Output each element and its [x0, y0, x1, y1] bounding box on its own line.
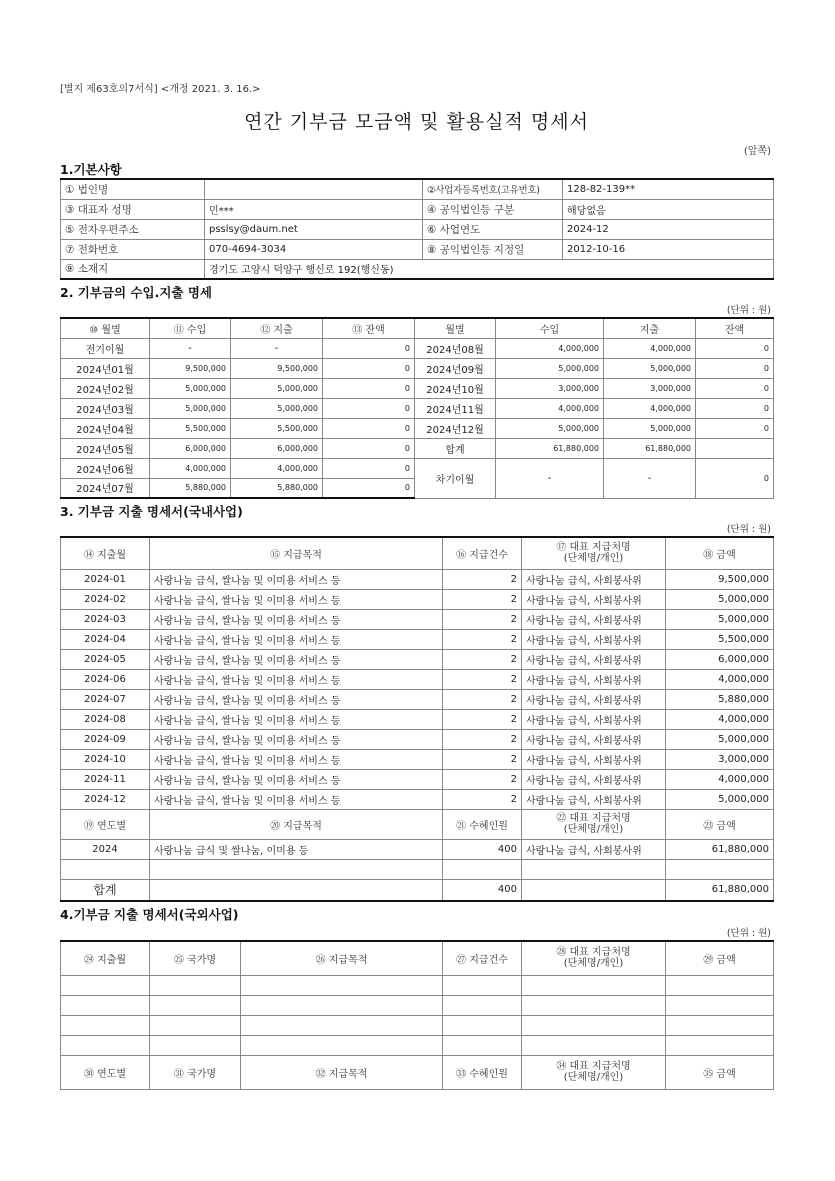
count-cell: 2: [443, 789, 522, 809]
purpose-cell: 사랑나눔 급식, 쌀나눔 및 이미용 서비스 등: [150, 569, 443, 589]
total-expense: 61,880,000: [604, 438, 696, 458]
purpose-cell: 사랑나눔 급식, 쌀나눔 및 이미용 서비스 등: [150, 749, 443, 769]
rep-label: ③ 대표자 성명: [61, 199, 205, 219]
col-expense: ⑫ 지출: [231, 318, 323, 338]
col-exp-recipient: [522, 537, 666, 569]
table-row: [61, 418, 774, 438]
address-label: ⑨ 소재지: [61, 259, 205, 279]
purpose-cell: 사랑나눔 급식, 쌀나눔 및 이미용 서비스 등: [150, 689, 443, 709]
month-cell: 2024년01월: [61, 358, 150, 378]
month-cell: 2024-03: [61, 609, 150, 629]
income-cell: 4,000,000: [496, 338, 604, 358]
month-cell: 2024년07월: [61, 478, 150, 498]
amount-cell: 4,000,000: [666, 669, 774, 689]
col-income-2: 수입: [496, 318, 604, 338]
purpose-cell: 사랑나눔 급식, 쌀나눔 및 이미용 서비스 등: [150, 649, 443, 669]
email-label: ⑤ 전자우편주소: [61, 219, 205, 239]
recipient-cell: 사랑나눔 급식, 사회봉사위: [522, 749, 666, 769]
amount-cell: 5,000,000: [666, 789, 774, 809]
table-row: [61, 378, 774, 398]
recipient-cell: 사랑나눔 급식, 사회봉사위: [522, 609, 666, 629]
purpose-cell: 사랑나눔 급식, 쌀나눔 및 이미용 서비스 등: [150, 589, 443, 609]
col-month: ⑩ 월별: [61, 318, 150, 338]
col-year-recipient: [522, 809, 666, 839]
recipient-header-line1: ㉞ 대표 지급처명: [556, 1061, 631, 1072]
designated-label: ⑧ 공익법인등 지정일: [423, 239, 563, 259]
purpose-cell: 사랑나눔 급식, 쌀나눔 및 이미용 서비스 등: [150, 629, 443, 649]
table-row: [61, 398, 774, 418]
balance-cell: 0: [323, 398, 415, 418]
balance-cell: 0: [696, 418, 774, 438]
month-cell: 2024-04: [61, 629, 150, 649]
biz-year-label: ⑥ 사업연도: [423, 219, 563, 239]
income-cell: 5,500,000: [150, 418, 231, 438]
purpose-cell: 사랑나눔 급식, 쌀나눔 및 이미용 서비스 등: [150, 669, 443, 689]
recipient-header-line1: ㉒ 대표 지급처명: [556, 813, 631, 824]
table-row: [61, 749, 774, 769]
balance-cell: 0: [323, 478, 415, 498]
amount-cell: 4,000,000: [666, 769, 774, 789]
phone-value: 070-4694-3034: [205, 239, 423, 259]
expense-cell: 5,880,000: [231, 478, 323, 498]
income-cell: 3,000,000: [496, 378, 604, 398]
table-row: [61, 995, 774, 1015]
income-cell: 4,000,000: [150, 458, 231, 478]
recipient-cell: 사랑나눔 급식, 사회봉사위: [522, 589, 666, 609]
table-row: [61, 689, 774, 709]
table-row: [61, 669, 774, 689]
balance-cell: 0: [696, 358, 774, 378]
table-row: [61, 729, 774, 749]
amount-cell: 5,880,000: [666, 689, 774, 709]
beneficiaries-cell: 400: [443, 839, 522, 859]
income-cell: 6,000,000: [150, 438, 231, 458]
table-row: [61, 569, 774, 589]
table-row: [61, 629, 774, 649]
recipient-cell: 사랑나눔 급식, 사회봉사위: [522, 709, 666, 729]
carry-forward-balance: 0: [696, 458, 774, 498]
purpose-cell: 사랑나눔 급식, 쌀나눔 및 이미용 서비스 등: [150, 729, 443, 749]
amount-cell: 9,500,000: [666, 569, 774, 589]
month-cell: 2024년09월: [415, 358, 496, 378]
col-exp-amount: ⑱ 금액: [666, 537, 774, 569]
month-cell: 2024년02월: [61, 378, 150, 398]
count-cell: 2: [443, 669, 522, 689]
table-row: [61, 609, 774, 629]
section1-title: 1.기본사항: [60, 162, 122, 177]
expense-cell: 4,000,000: [231, 458, 323, 478]
col-ov-year-country: ㉛ 국가명: [150, 1055, 241, 1089]
income-cell: 5,000,000: [150, 398, 231, 418]
total-empty: [522, 879, 666, 901]
income-cell: 9,500,000: [150, 358, 231, 378]
recipient-header-line2: (단체명/개인): [563, 553, 624, 565]
month-cell: 2024-01: [61, 569, 150, 589]
recipient-cell: 사랑나눔 급식, 사회봉사위: [522, 769, 666, 789]
expense-cell: 9,500,000: [231, 358, 323, 378]
col-balance-2: 잔액: [696, 318, 774, 338]
balance-cell: 0: [323, 378, 415, 398]
expense-cell: -: [231, 338, 323, 358]
section4-title: 4.기부금 지출 명세서(국외사업): [60, 907, 239, 922]
table-row: [61, 839, 774, 859]
col-ov-purpose: ㉖ 지급목적: [241, 941, 443, 975]
recipient-cell: 사랑나눔 급식, 사회봉사위: [522, 789, 666, 809]
expense-cell: 5,000,000: [231, 378, 323, 398]
table-row: [61, 589, 774, 609]
recipient-cell: 사랑나눔 급식, 사회봉사위: [522, 689, 666, 709]
col-exp-purpose: ⑮ 지급목적: [150, 537, 443, 569]
table-row: [61, 1015, 774, 1035]
month-cell: 2024-07: [61, 689, 150, 709]
purpose-cell: 사랑나눔 급식, 쌀나눔 및 이미용 서비스 등: [150, 789, 443, 809]
total-label: 합계: [415, 438, 496, 458]
total-income: 61,880,000: [496, 438, 604, 458]
count-cell: 2: [443, 609, 522, 629]
income-cell: 5,000,000: [150, 378, 231, 398]
rep-value: 민***: [205, 199, 423, 219]
count-cell: 2: [443, 709, 522, 729]
recipient-cell: 사랑나눔 급식, 사회봉사위: [522, 629, 666, 649]
carry-forward-income: -: [496, 458, 604, 498]
carry-forward-expense: -: [604, 458, 696, 498]
count-cell: 2: [443, 689, 522, 709]
expense-cell: 6,000,000: [231, 438, 323, 458]
overseas-expense-table: [60, 940, 774, 1090]
corp-name-label: ① 법인명: [61, 179, 205, 199]
month-cell: 2024년03월: [61, 398, 150, 418]
col-ov-amount: ㉙ 금액: [666, 941, 774, 975]
purpose-cell: 사랑나눔 급식, 쌀나눔 및 이미용 서비스 등: [150, 769, 443, 789]
table-row: [61, 789, 774, 809]
year-recipient-cell: 사랑나눔 급식, 사회봉사위: [522, 839, 666, 859]
income-cell: -: [150, 338, 231, 358]
month-cell: 2024-09: [61, 729, 150, 749]
amount-cell: 5,000,000: [666, 589, 774, 609]
month-cell: 2024년08월: [415, 338, 496, 358]
expense-cell: 5,000,000: [231, 398, 323, 418]
col-exp-count: ⑯ 지급건수: [443, 537, 522, 569]
year-amount-cell: 61,880,000: [666, 839, 774, 859]
balance-cell: 0: [696, 338, 774, 358]
table-row: [61, 769, 774, 789]
month-cell: 2024-10: [61, 749, 150, 769]
total-label: 합계: [61, 879, 150, 901]
month-cell: 2024년11월: [415, 398, 496, 418]
month-cell: 2024년10월: [415, 378, 496, 398]
income-cell: 5,880,000: [150, 478, 231, 498]
count-cell: 2: [443, 629, 522, 649]
count-cell: 2: [443, 569, 522, 589]
expense-cell: 4,000,000: [604, 398, 696, 418]
expense-cell: 5,000,000: [604, 358, 696, 378]
balance-cell: 0: [696, 378, 774, 398]
purpose-cell: 사랑나눔 급식, 쌀나눔 및 이미용 서비스 등: [150, 609, 443, 629]
domestic-expense-table: [60, 536, 774, 902]
month-cell: 2024-08: [61, 709, 150, 729]
recipient-cell: 사랑나눔 급식, 사회봉사위: [522, 569, 666, 589]
table-row: [61, 859, 774, 879]
amount-cell: 5,000,000: [666, 729, 774, 749]
table-row: [61, 338, 774, 358]
table-row: [61, 649, 774, 669]
month-cell: 2024년05월: [61, 438, 150, 458]
purpose-cell: 사랑나눔 급식, 쌀나눔 및 이미용 서비스 등: [150, 709, 443, 729]
col-beneficiaries: ㉑ 수혜인원: [443, 809, 522, 839]
col-ov-month: ㉔ 지출월: [61, 941, 150, 975]
table-row: [61, 709, 774, 729]
col-ov-year: ㉚ 연도별: [61, 1055, 150, 1089]
month-cell: 2024년12월: [415, 418, 496, 438]
month-cell: 2024-11: [61, 769, 150, 789]
table-row: [61, 358, 774, 378]
corp-name-value: [205, 179, 423, 199]
table-row: [61, 975, 774, 995]
count-cell: 2: [443, 749, 522, 769]
month-cell: 전기이월: [61, 338, 150, 358]
col-ov-beneficiaries: ㉝ 수혜인원: [443, 1055, 522, 1089]
balance-cell: 0: [323, 438, 415, 458]
month-cell: 2024-12: [61, 789, 150, 809]
month-cell: 2024-06: [61, 669, 150, 689]
recipient-cell: 사랑나눔 급식, 사회봉사위: [522, 669, 666, 689]
month-cell: 2024-05: [61, 649, 150, 669]
biz-year-value: 2024-12: [563, 219, 774, 239]
col-ov-year-amount: ㉟ 금액: [666, 1055, 774, 1089]
col-balance: ⑬ 잔액: [323, 318, 415, 338]
month-cell: 2024년04월: [61, 418, 150, 438]
col-ov-count: ㉗ 지급건수: [443, 941, 522, 975]
count-cell: 2: [443, 729, 522, 749]
table-row: [61, 1035, 774, 1055]
balance-cell: 0: [323, 418, 415, 438]
expense-cell: 5,500,000: [231, 418, 323, 438]
month-cell: 2024-02: [61, 589, 150, 609]
recipient-cell: 사랑나눔 급식, 사회봉사위: [522, 649, 666, 669]
col-ov-country: ㉕ 국가명: [150, 941, 241, 975]
col-year-amount: ㉓ 금액: [666, 809, 774, 839]
public-type-value: 해당없음: [563, 199, 774, 219]
recipient-header-line2: (단체명/개인): [563, 824, 624, 835]
year-purpose-cell: 사랑나눔 급식 및 쌀나눔, 이미용 등: [150, 839, 443, 859]
email-value: psslsy@daum.net: [205, 219, 423, 239]
recipient-header-line2: (단체명/개인): [563, 958, 624, 970]
recipient-header-line2: (단체명/개인): [563, 1072, 624, 1083]
balance-cell: 0: [696, 398, 774, 418]
amount-cell: 5,500,000: [666, 629, 774, 649]
count-cell: 2: [443, 649, 522, 669]
address-value: 경기도 고양시 덕양구 행신로 192(행신동): [205, 259, 774, 279]
amount-cell: 6,000,000: [666, 649, 774, 669]
basic-info-table: [60, 178, 774, 280]
recipient-cell: 사랑나눔 급식, 사회봉사위: [522, 729, 666, 749]
phone-label: ⑦ 전화번호: [61, 239, 205, 259]
recipient-header-line1: ㉘ 대표 지급처명: [556, 947, 631, 959]
col-expense-2: 지출: [604, 318, 696, 338]
col-income: ⑪ 수입: [150, 318, 231, 338]
col-ov-recipient: [522, 941, 666, 975]
col-month-2: 월별: [415, 318, 496, 338]
income-expense-table: [60, 317, 774, 499]
biz-no-value: 128-82-139**: [563, 179, 774, 199]
col-exp-month: ⑭ 지출월: [61, 537, 150, 569]
col-year-purpose: ⑳ 지급목적: [150, 809, 443, 839]
table-row: [61, 458, 774, 478]
carry-forward-label: 차기이월: [415, 458, 496, 498]
table-row: [61, 438, 774, 458]
section2-unit: (단위 : 원): [726, 305, 771, 316]
amount-cell: 3,000,000: [666, 749, 774, 769]
section2-title: 2. 기부금의 수입.지출 명세: [60, 285, 213, 300]
total-balance: [696, 438, 774, 458]
balance-cell: 0: [323, 338, 415, 358]
col-year: ⑲ 연도별: [61, 809, 150, 839]
section3-unit: (단위 : 원): [726, 524, 771, 535]
recipient-header-line1: ⑰ 대표 지급처명: [556, 542, 631, 554]
income-cell: 5,000,000: [496, 418, 604, 438]
document-title: 연간 기부금 모금액 및 활용실적 명세서: [244, 111, 589, 133]
income-cell: 4,000,000: [496, 398, 604, 418]
amount-cell: 4,000,000: [666, 709, 774, 729]
year-cell: 2024: [61, 839, 150, 859]
page-side: (앞쪽): [743, 146, 771, 157]
expense-cell: 4,000,000: [604, 338, 696, 358]
month-cell: 2024년06월: [61, 458, 150, 478]
income-cell: 5,000,000: [496, 358, 604, 378]
total-beneficiaries: 400: [443, 879, 522, 901]
amount-cell: 5,000,000: [666, 609, 774, 629]
public-type-label: ④ 공익법인등 구분: [423, 199, 563, 219]
section3-title: 3. 기부금 지출 명세서(국내사업): [60, 504, 243, 519]
expense-cell: 3,000,000: [604, 378, 696, 398]
total-empty: [150, 879, 443, 901]
balance-cell: 0: [323, 358, 415, 378]
form-id: [별지 제63호의7서식] <개정 2021. 3. 16.>: [60, 84, 261, 95]
count-cell: 2: [443, 769, 522, 789]
biz-no-label: ②사업자등록번호(고유번호): [423, 179, 563, 199]
designated-value: 2012-10-16: [563, 239, 774, 259]
total-amount: 61,880,000: [666, 879, 774, 901]
expense-cell: 5,000,000: [604, 418, 696, 438]
col-ov-year-recipient: [522, 1055, 666, 1089]
count-cell: 2: [443, 589, 522, 609]
col-ov-year-purpose: ㉜ 지급목적: [241, 1055, 443, 1089]
balance-cell: 0: [323, 458, 415, 478]
section4-unit: (단위 : 원): [726, 928, 771, 939]
